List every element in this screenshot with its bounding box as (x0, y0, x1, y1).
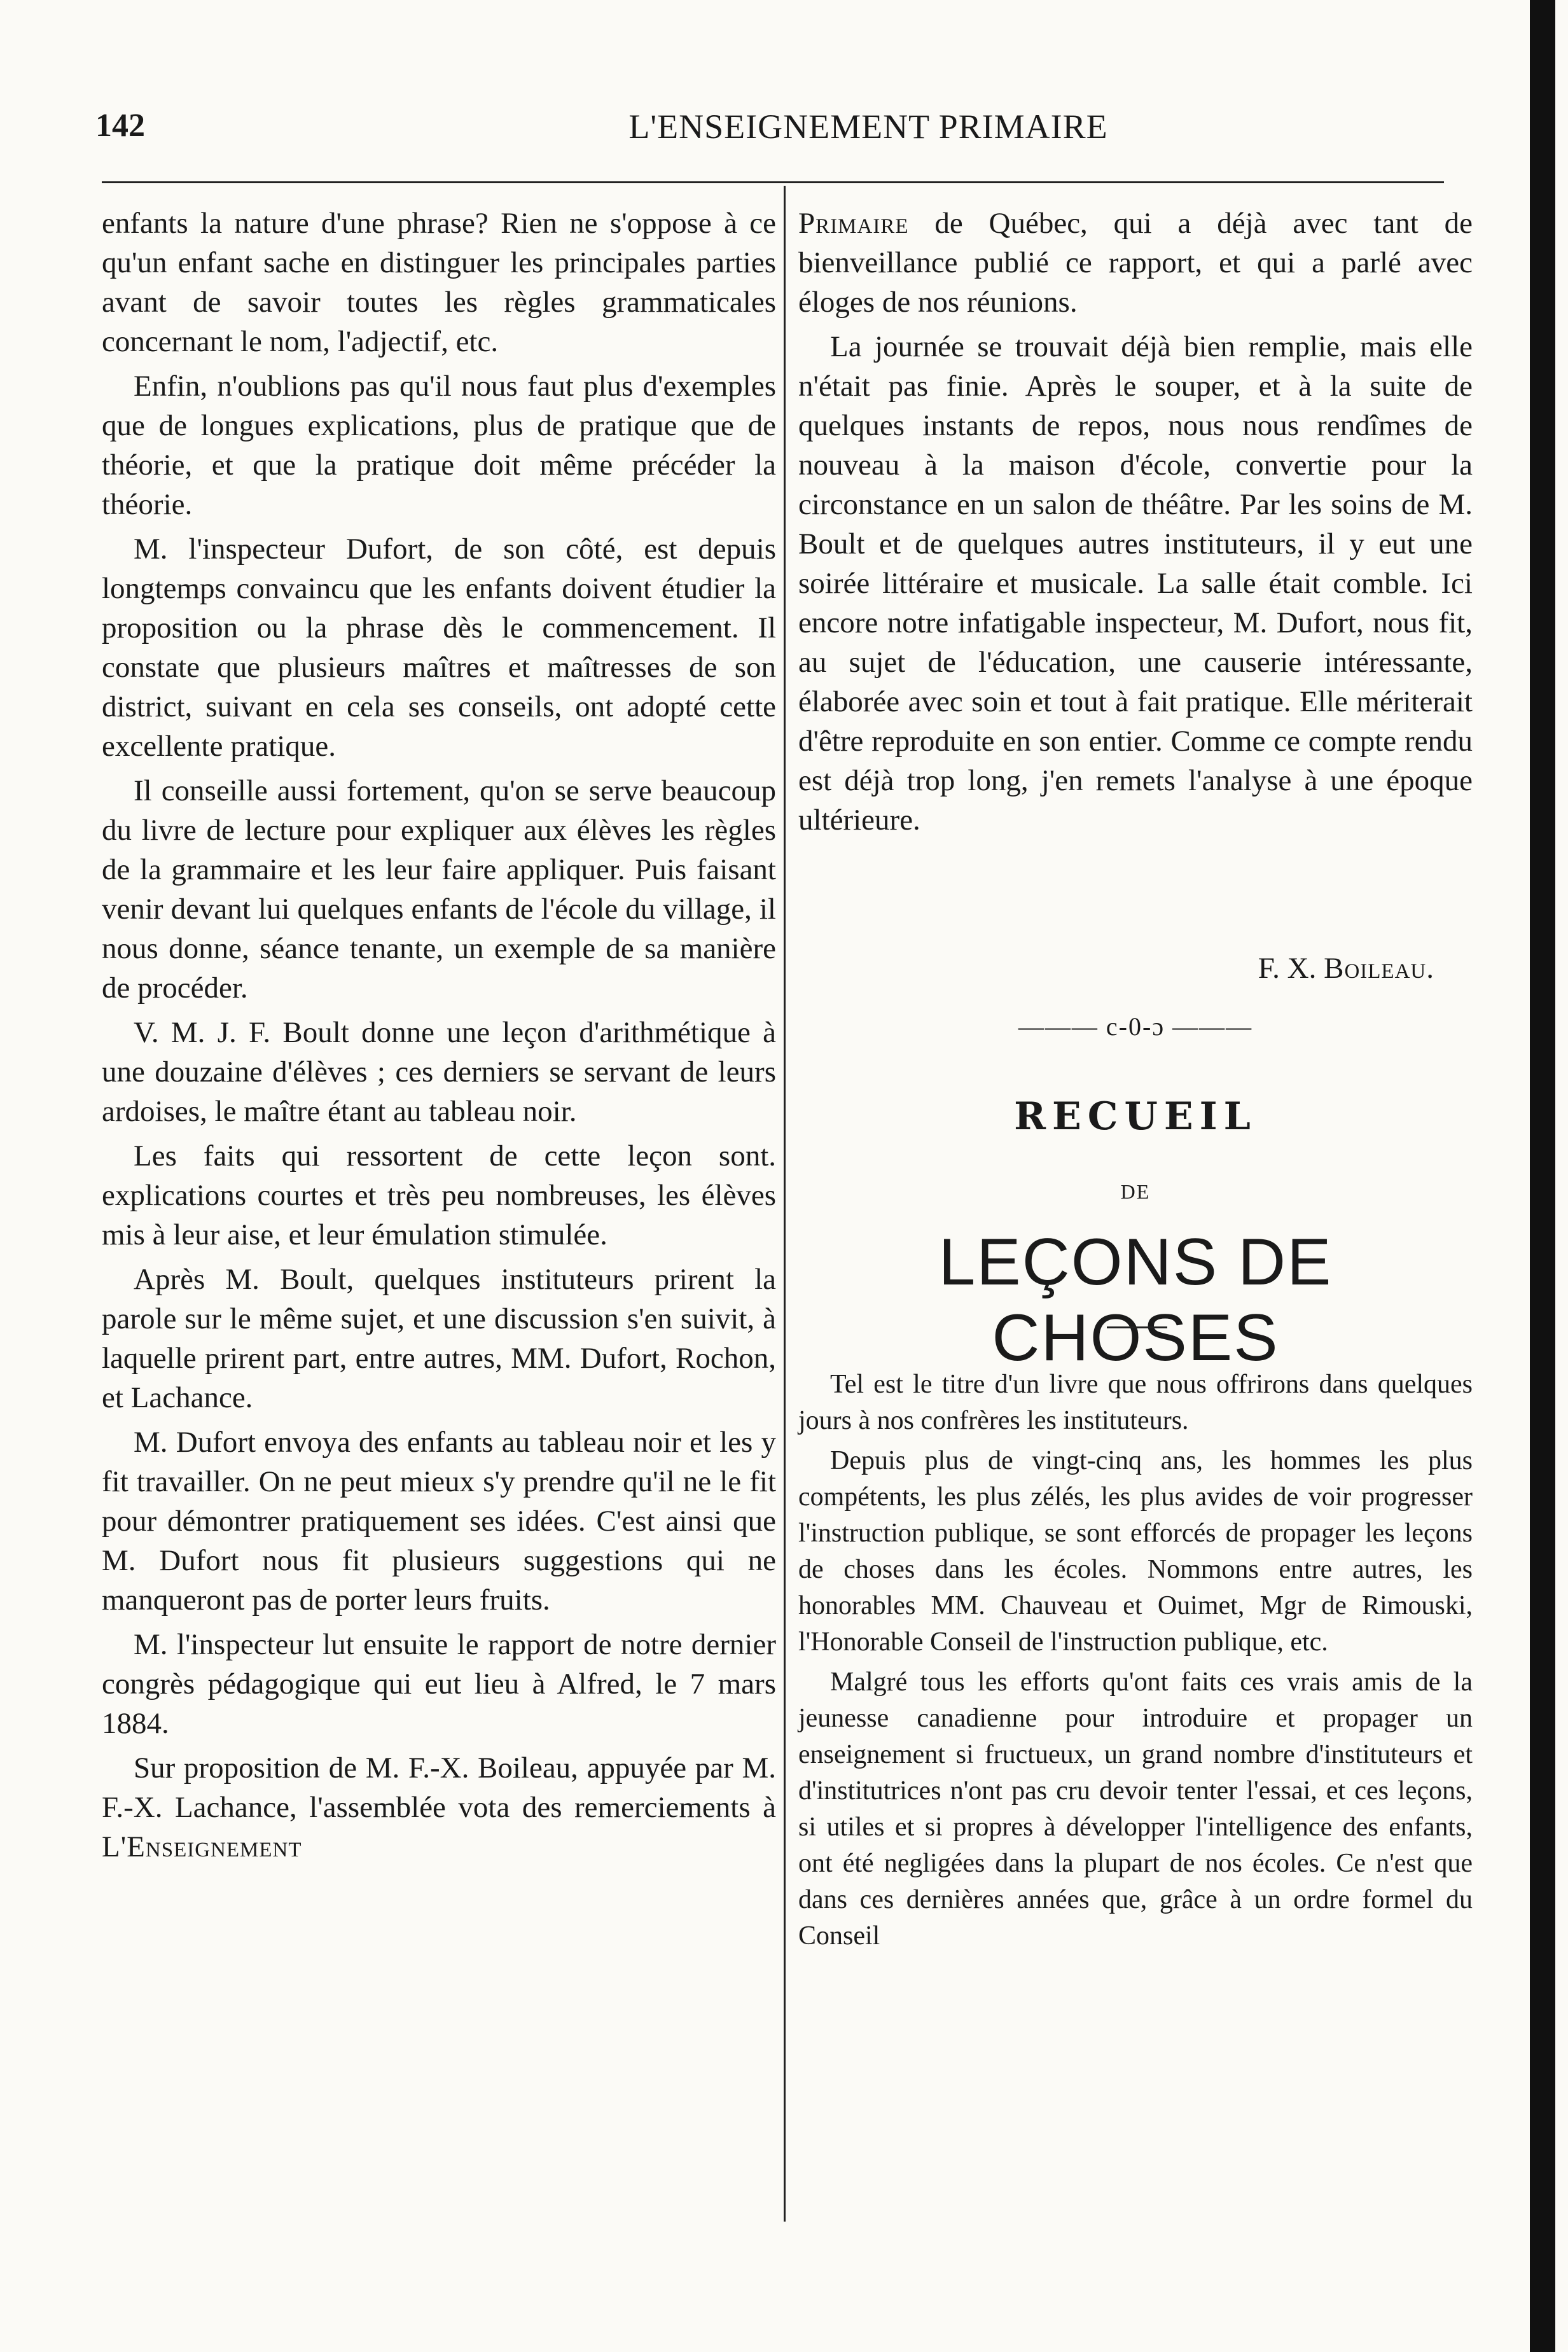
left-column (102, 204, 776, 1872)
paragraph: Les faits qui ressortent de cette leçon sont. explications courtes et très peu nombreuses, les élèves mis à leur aise, et leur émulation stimulée. (102, 1139, 776, 1251)
paragraph: M. l'inspecteur lut ensuite le rapport de notre dernier congrès pédagogique qui eut lieu à Alfred, le 7 mars 1884. (102, 1628, 776, 1740)
title-rule (1107, 1326, 1167, 1328)
paragraph: La journée se trouvait déjà bien remplie, mais elle n'était pas finie. Après le souper, et à la suite de quelques instants de repos, nous nous rendîmes de nouveau à la maison d'école, convertie pour la circonstance en un salon de théâtre. Par les soins de M. Boult et de quelques autres instituteurs, il y eut une soirée littéraire et musicale. La salle était comble. Ici encore notre infatigable inspecteur, M. Dufort, nous fit, au sujet de l'éducation, une causerie intéressante, élaborée avec soin et tout à fait pratique. Elle mériterait d'être reproduite en son entier. Comme ce compte rendu est déjà trop long, j'en remets l'analyse à une époque ultérieure. (798, 330, 1473, 837)
paragraph-text: de Québec, qui a déjà avec tant de bienveillance publié ce rapport, et qui a parlé avec éloges de nos réunions. (798, 207, 1473, 319)
article-title-recueil: RECUEIL (1014, 1094, 1257, 1139)
section-ornament: ——— c-0-ɔ ——— (1018, 1012, 1253, 1041)
journal-name-small-caps: L'Enseignement (102, 1830, 302, 1863)
paragraph-last (102, 1748, 776, 1867)
column-divider (784, 186, 786, 2222)
article-title-lecons: LEÇONS DE CHOSES (938, 1225, 1333, 1375)
paragraph: M. l'inspecteur Dufort, de son côté, est depuis longtemps convaincu que les enfants doivent étudier la proposition ou la phrase dès le commencement. Il constate que plusieurs maîtres et maîtresses de son district, suivant en cela ses conseils, ont adopté cette excellente pratique. (102, 532, 776, 763)
signature (798, 951, 1434, 985)
running-head: L'ENSEIGNEMENT PRIMAIRE (628, 108, 1108, 146)
header-rule (102, 181, 1444, 183)
paragraph: Il conseille aussi fortement, qu'on se serve beaucoup du livre de lecture pour expliquer aux élèves les règles de la grammaire et les leur faire appliquer. Puis faisant venir devant lui quelques enfants de l'école du village, il nous donne, séance tenante, un exemple de sa manière de procéder. (102, 774, 776, 1005)
paragraph-continued (798, 204, 1473, 322)
article-body (798, 1367, 1473, 1958)
paragraph: M. Dufort envoya des enfants au tableau noir et les y fit travailler. On ne peut mieux s'y prendre qu'il ne le fit pour démontrer pratiquement ses idées. C'est ainsi que M. Dufort nous fit plusieurs suggestions qui ne manqueront pas de porter leurs fruits. (102, 1426, 776, 1617)
signature-initials: F. X. (1258, 952, 1324, 985)
signature-name: Boileau. (1324, 952, 1434, 985)
paragraph: Malgré tous les efforts qu'ont faits ces vrais amis de la jeunesse canadienne pour introduire et propager un enseignement si fructueux, un grand nombre d'instituteurs et d'institutrices n'ont pas cru devoir tenter l'essai, et ces leçons, si utiles et si propres à développer l'intelligence des enfants, ont été negligées dans la plupart de nos écoles. Ce n'est que dans ces dernières années que, grâce à un ordre formel du Conseil (798, 1667, 1473, 1951)
paragraph: enfants la nature d'une phrase? Rien ne s'oppose à ce qu'un enfant sache en distinguer les principales parties avant de savoir toutes les règles grammaticales concernant le nom, l'adjectif, etc. (102, 207, 776, 358)
paragraph-text: Sur proposition de M. F.-X. Boileau, appuyée par M. F.-X. Lachance, l'assemblée vota des remerciements à (102, 1751, 776, 1824)
paragraph: Tel est le titre d'un livre que nous offrirons dans quelques jours à nos confrères les instituteurs. (798, 1370, 1473, 1435)
article-title-de: DE (1120, 1180, 1151, 1203)
paragraph: Depuis plus de vingt-cinq ans, les hommes les plus compétents, les plus zélés, les plus avides de voir progresser l'instruction publique, se sont efforcés de propager les leçons de choses dans les écoles. Nommons entre autres, les honorables MM. Chauveau et Ouimet, Mgr de Rimouski, l'Honorable Conseil de l'instruction publique, etc. (798, 1446, 1473, 1657)
journal-name-small-caps: Primaire (798, 207, 909, 240)
page-number: 142 (95, 108, 145, 144)
paragraph: V. M. J. F. Boult donne une leçon d'arithmétique à une douzaine d'élèves ; ces derniers se servant de leurs ardoises, le maître étant au tableau noir. (102, 1016, 776, 1128)
paragraph: Après M. Boult, quelques instituteurs prirent la parole sur le même sujet, et une discussion s'en suivit, à laquelle prirent part, entre autres, MM. Dufort, Rochon, et Lachance. (102, 1263, 776, 1414)
scan-margin-bar (1530, 0, 1555, 2352)
right-column (798, 204, 1473, 845)
paragraph: Enfin, n'oublions pas qu'il nous faut plus d'exemples que de longues explications, plus de pratique que de théorie, et que la pratique doit même précéder la théorie. (102, 370, 776, 521)
